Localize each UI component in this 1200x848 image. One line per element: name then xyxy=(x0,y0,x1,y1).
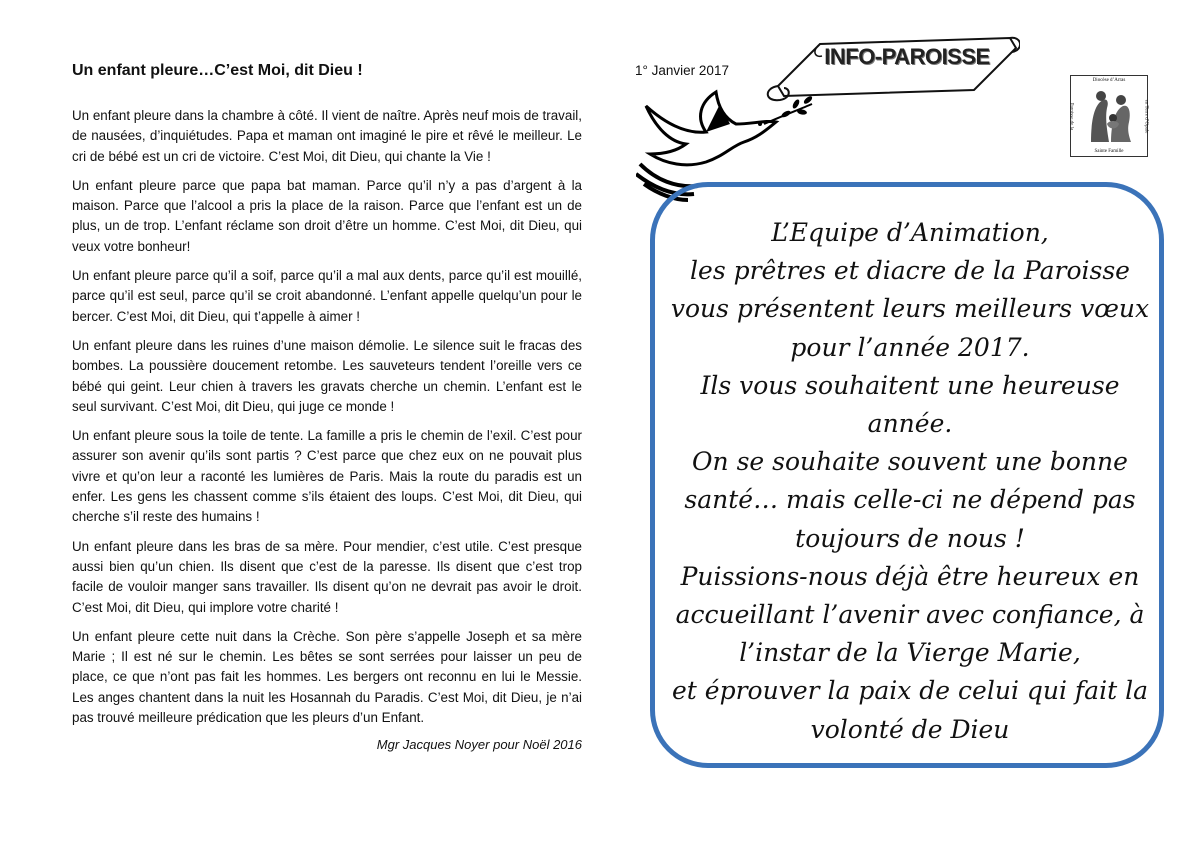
greeting-line-14: volonté de Dieu xyxy=(810,714,1010,744)
article-signature: Mgr Jacques Noyer pour Noël 2016 xyxy=(376,737,582,753)
article-paragraph-1: Un enfant pleure dans la chambre à côté. Il vient de naître. Après neuf mois de travail, de nausées, d’inquiétudes. Papa et maman ont imaginé le pire et rêvé le meilleur. Le cri de bébé est un cri de victoire. C’est Moi, dit Dieu, qui chante la Vie ! xyxy=(72,108,582,164)
greeting-line-1: L’Equipe d’Animation, xyxy=(771,218,1049,247)
greeting-line-12: l’instar de la Vierge Marie, xyxy=(739,638,1081,668)
greeting-line-6: année. xyxy=(867,409,953,439)
greeting-line-2: les prêtres et diacre de la Paroisse xyxy=(690,256,1130,286)
greeting-line-3: vous présentent leurs meilleurs vœux xyxy=(670,294,1150,324)
greeting-line-13: et éprouver la paix de celui qui fait la xyxy=(672,676,1148,706)
greeting-line-11: accueillant l’avenir avec confiance, à xyxy=(675,600,1145,630)
parish-logo xyxy=(1070,75,1148,157)
article-paragraph-3: Un enfant pleure parce qu’il a soif, parce qu’il a mal aux dents, parce qu’il est mouillé, parce qu’il est seul, parce qu’il se croit abandonné. L’enfant appelle quelqu’un pour le bercer. C’est Moi, dit Dieu, qui t’appelle à aimer ! xyxy=(72,268,582,324)
logo-parish-name: Sainte Famille xyxy=(1094,149,1124,154)
logo-parish-label: Paroisse de la xyxy=(1068,102,1074,131)
article-paragraph-2: Un enfant pleure parce que papa bat maman. Parce qu’il n’y a pas d’argent à la maison. Parce que l’alcool a pris la place de la raison. Parce que l’enfant est un de plus, un de trop. L’enfant réclame son droit d’être un homme. C’est Moi, dit Dieu, qui veux votre bonheur! xyxy=(72,177,582,254)
article-paragraph-6: Un enfant pleure dans les bras de sa mère. Pour mendier, c’est utile. C’est presque aussi bien qu’un chien. Ils disent que c’est de la paresse. Ils disent que c’est trop facile de vouloir manger sans travailler. Ils disent qu’on ne devrait pas avoir le droit. C’est Moi, dit Dieu, qui implore votre charité ! xyxy=(72,538,582,615)
logo-region-label: en Terre d’Opale xyxy=(1143,99,1149,134)
holy-family-icon xyxy=(1085,88,1135,144)
banner-title: INFO-PAROISSE xyxy=(824,44,990,69)
greeting-line-10: Puissions-nous déjà être heureux en xyxy=(680,561,1140,591)
article-title: Un enfant pleure…C’est Moi, dit Dieu ! xyxy=(72,62,363,79)
greeting-line-9: toujours de nous ! xyxy=(795,523,1025,553)
article-column xyxy=(72,62,582,752)
greeting-line-5: Ils vous souhaitent une heureuse xyxy=(700,370,1120,400)
article-paragraph-5: Un enfant pleure sous la toile de tente. La famille a pris le chemin de l’exil. C’est pour assurer son avenir qu’ils sont partis ? C’est parce que chez eux on ne pouvait plus vivre et qu’on leur a raconté les lumières de Paris. Mais la route du paradis est un enfer. Les gens les chassent comme s’ils étaient des loups. C’est Moi, dit Dieu, qui cherche s’il reste des humains ! xyxy=(72,428,582,525)
new-year-greeting xyxy=(670,214,1150,749)
greeting-line-4: pour l’année 2017. xyxy=(790,332,1030,362)
article-paragraph-7: Un enfant pleure cette nuit dans la Crèche. Son père s’appelle Joseph et sa mère Marie ; Il est né sur le chemin. Les bêtes se sont serrées pour laisser un peu de place, ce que n’ont pas fait les hommes. Les bergers ont reconnu en lui le Messie. Les anges chantent dans la nuit les Hosannah du Paradis. C’est Moi, dit Dieu, je n’ai pas trouvé meilleure prédication que les pleurs d’un Enfant. xyxy=(72,628,582,726)
logo-diocese-label: Diocèse d’Arras xyxy=(1092,78,1126,83)
greeting-line-8: santé… mais celle-ci ne dépend pas xyxy=(684,485,1136,515)
issue-date: 1° Janvier 2017 xyxy=(635,63,729,78)
greeting-line-7: On se souhaite souvent une bonne xyxy=(692,447,1128,477)
article-paragraph-4: Un enfant pleure dans les ruines d’une maison démolie. Le silence suit le fracas des bombes. La poussière doucement retombe. Les sauveteurs tendent l’oreille vers ce bébé qui geint. Leur chien à travers les gravats cherche un chemin. L’enfant est le seul survivant. C’est Moi, dit Dieu, qui juge ce monde ! xyxy=(72,337,582,414)
